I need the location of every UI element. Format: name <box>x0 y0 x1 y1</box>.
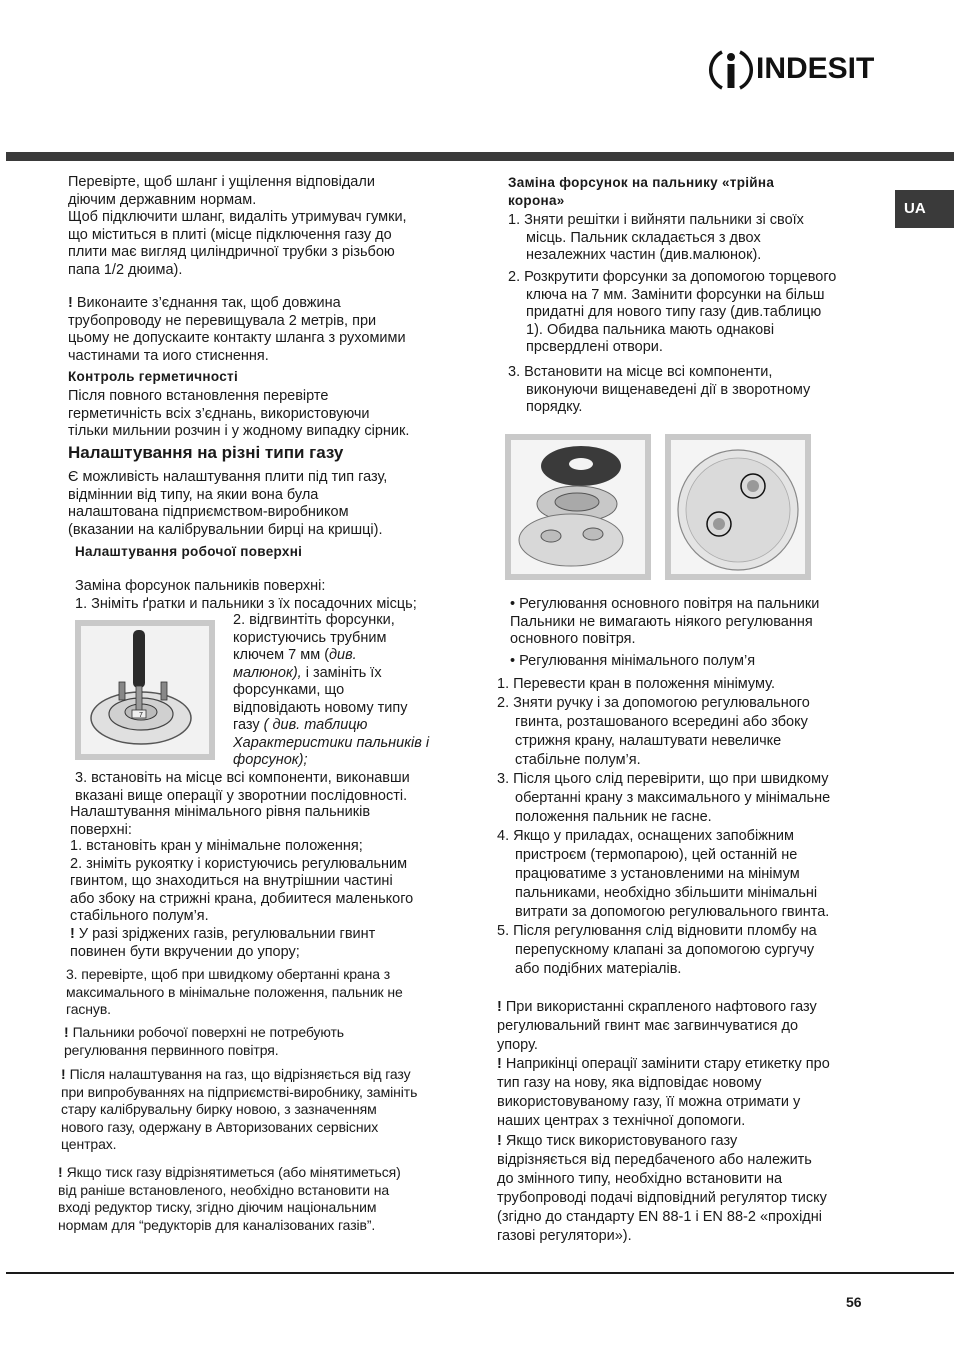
right-min-step-1: 1. Перевести кран в положення мінімуму. <box>497 676 775 692</box>
burner-wrench-illustration <box>81 626 209 754</box>
warning-primary-air: ! Пальники робочої поверхні не потребують регулювання первинного повітря. <box>64 1024 344 1058</box>
right-warning-pressure: ! Якщо тиск використовуваного газу відрізняється від передбаченого або належить до змінного типу, необхідно встановити на трубопроводі подачі відповідний регулятор тиску (згідно до стандарту EN 88-1 і EN 88-2 «прохідні газові регулятори»). <box>497 1133 827 1244</box>
replace-intro: Заміна форсунок пальників поверхні: 1. Зніміть ґратки и пальники з їх посадочних місць; <box>75 578 417 612</box>
right-min-step-5: 5. Після регулювання слід відновити пломбу на перепускному клапані за допомогою сургучу або подібних матеріалів. <box>497 923 817 977</box>
indesit-logo-icon <box>708 48 754 92</box>
triple-crown-step-1: 1. Зняти решітки і вийняти пальники зі своїх місць. Пальник складається з двох незалежних частин (див.малюнок). <box>508 212 804 263</box>
warning-hose-length: ! Виконаите з’єднання так, щоб довжина трубопроводу не перевищувала 2 метрів, при цьому не допускаите контакту шланга з рухомими частинами та иого стиснення. <box>68 295 406 364</box>
warning-pressure-reducer: ! Якщо тиск газу відрізнятиметься (або мінятиметься) від раніше встановленого, необхідно встановити на вході редуктор тиску, згідно діючим національним нормам для “редукторів для каналізованих газів”. <box>58 1164 401 1233</box>
triple-crown-injectors-image <box>665 434 811 580</box>
burner-base-illustration <box>671 440 805 574</box>
triple-crown-exploded-image <box>505 434 651 580</box>
right-min-step-2: 2. Зняти ручку і за допомогою регулювального гвинта, розташованого всередині або збоку стрижня крану, налаштувати невеличке стабільне полум’я. <box>497 695 810 768</box>
triple-crown-title: Заміна форсунок на пальнику «трійна корона» <box>508 175 775 208</box>
step3-text: 3. встановіть на місце всі компоненти, виконавши вказані вище операції у зворотнии послідовності. <box>75 770 410 804</box>
surface-title: Налаштування робочої поверхні <box>75 544 303 559</box>
brand-logo <box>708 48 878 92</box>
brand-name: INDESIT <box>756 52 875 85</box>
step3-check-text: 3. перевірте, щоб при швидкому обертанні крана з максимального в мінімальне положення, пальник не гаснув. <box>66 966 403 1018</box>
step2-text: 2. відгвинтіть форсунки, користуючись трубним ключем 7 мм (див. малюнок), і замініть їх форсунками, що відповідають новому типу газу ( див. таблицю Характеристики пальників і форсунок); <box>233 612 430 768</box>
footer-line <box>6 1272 954 1274</box>
min-level-steps: 1. встановіть кран у мінімальне положення; 2. зніміть рукоятку і користуючись регулювальним гвинтом, що знаходиться на внутрішнии частині або збоку на стрижні крана, добиитеся маленького стабільного полум’я. <box>70 838 414 924</box>
section-heading: Налаштування на різні типи газу <box>68 443 344 462</box>
right-min-step-4: 4. Якщо у приладах, оснащених запобіжним пристроєм (термопарою), цей останній не працюватиме з установленими на мінімум пальниками, необхідно збільшити мінімальні витрати за допомогою регулювального гвинта. <box>497 828 830 920</box>
burner-exploded-illustration <box>511 440 645 574</box>
warning-label-replace: ! Після налаштування на газ, що відрізняється від газу при випробуваннях на підприємстві-виробнику, замініть стару калібрувальну бирку новою, з зазначенням нового газу, одержану в Авторизованих сервісних центрах. <box>61 1066 418 1153</box>
warning-lpg-screw: ! У разі зріджених газів, регулювальнии гвинт повинен бути вкручении до упору; <box>70 926 376 960</box>
burner-wrench-image <box>75 620 215 760</box>
language-tab: UA <box>895 190 954 228</box>
right-warning-lpg: ! При використанні скрапленого нафтового газу регулювальний гвинт має загвинчуватися до упору. <box>497 999 817 1053</box>
triple-crown-step-3: 3. Встановити на місце всі компоненти, виконуючи вищенаведені дії в зворотному порядку. <box>508 364 811 415</box>
bullet-primary-air: • Регулювання основного повітря на пальники Пальники не вимагають ніякого регулювання основного повітря. <box>510 596 820 647</box>
triple-crown-step-2: 2. Розкрутити форсунки за допомогою торцевого ключа на 7 мм. Замінити форсунки на більш придатні для нового типу газу (див.таблицю 1). Обидва пальника мають однакові прсвердлені отвори. <box>508 269 837 355</box>
header-bar <box>6 152 954 161</box>
leak-check-title: Контроль герметичності <box>68 369 238 384</box>
right-min-step-3: 3. Після цього слід перевірити, що при швидкому обертанні крану з максимального у мінімальне положення пальник не гасне. <box>497 771 831 825</box>
page-number: 56 <box>846 1294 862 1310</box>
svg-text:7: 7 <box>139 712 143 719</box>
hose-paragraph: Перевірте, щоб шланг і ущілення відповідали діючим державним нормам. Щоб підключити шланг, видаліть утримувач гумки, що міститься в плиті (місце підключення газу до плити має вигляд циліндричної трубки з різьбою папа 1/2 дюима). <box>68 174 407 278</box>
right-warning-label: ! Наприкінці операції замінити стару етикетку про тип газу на нову, яка відповідає новому використовуваному газу, її можна отримати у наших центрах з технічної допомоги. <box>497 1056 830 1129</box>
gas-intro: Є можливість налаштування плити під тип газу, відміннии від типу, на якии вона була налаштована підприємством-виробником (вказании на калібрувальнии бирці на кришці). <box>68 469 388 538</box>
bullet-min-flame: • Регулювання мінімального полум’я <box>510 653 756 669</box>
leak-check-text: Після повного встановлення перевірте герметичність всіх з’єднань, використовуючи тільки мильнии розчин і у жодному випадку сірник. <box>68 388 410 439</box>
min-level-title: Налаштування мінімального рівня пальників поверхні: <box>70 804 371 838</box>
